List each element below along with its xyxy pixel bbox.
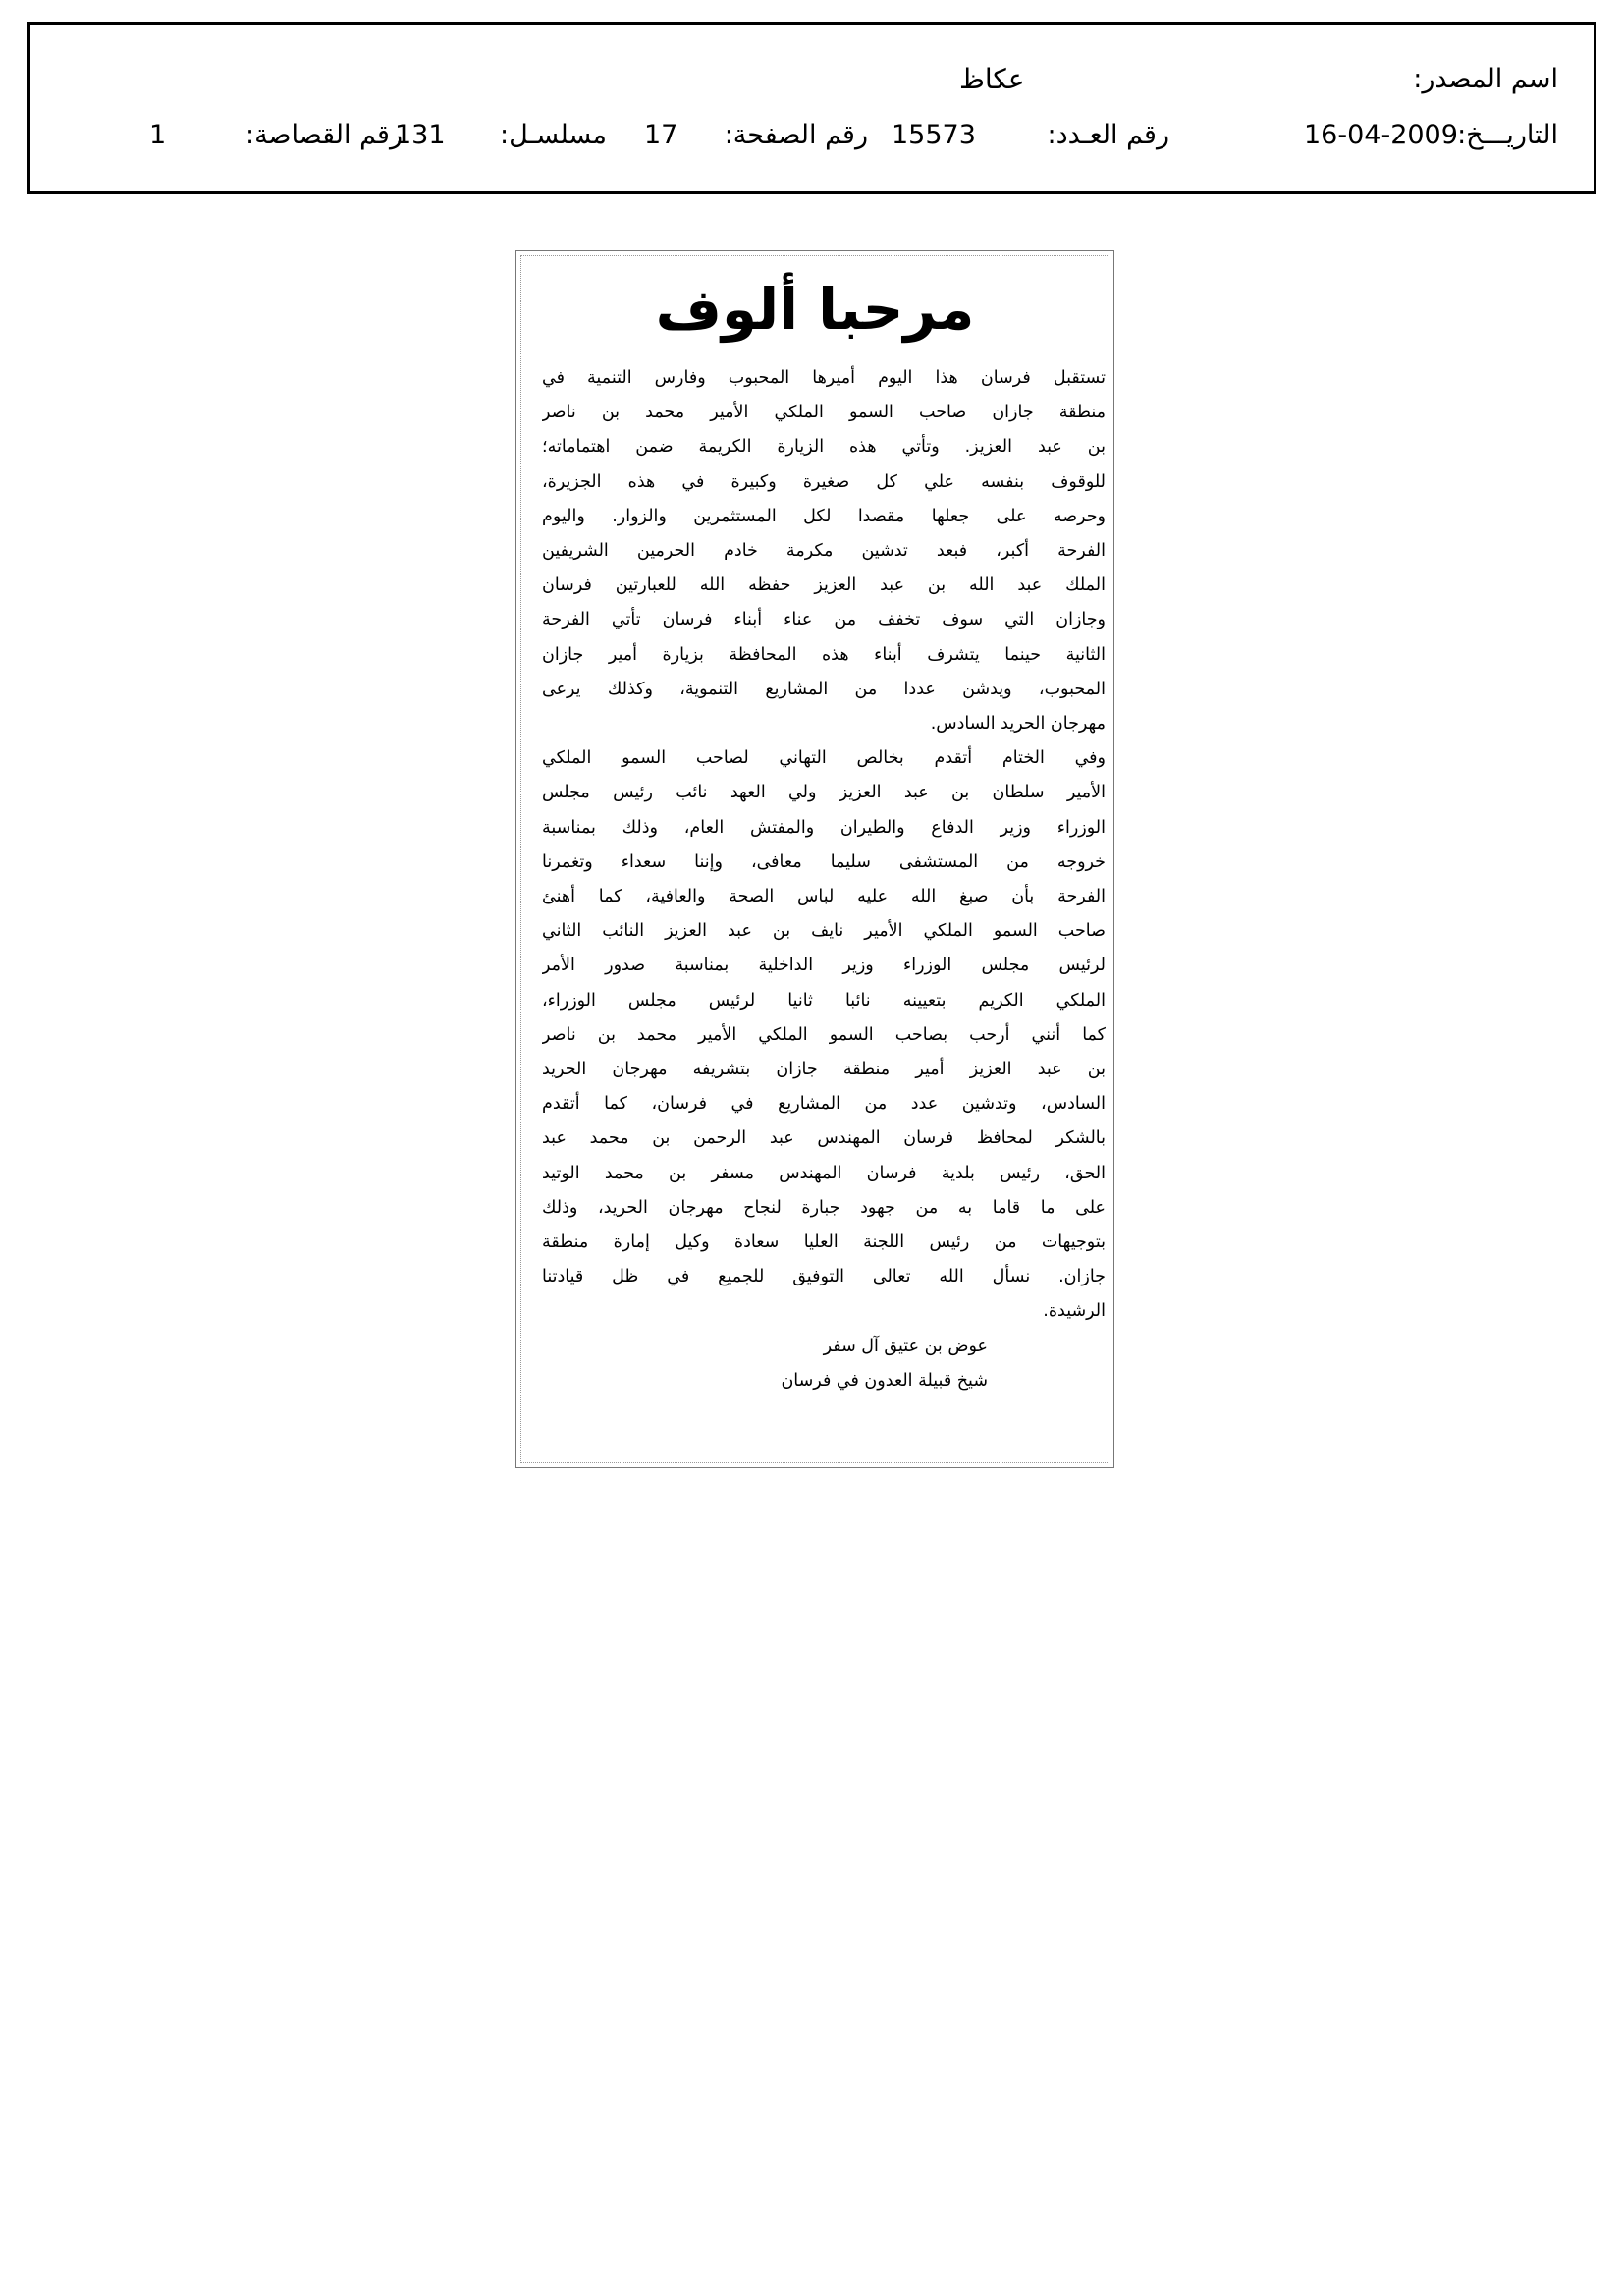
clipping-metadata-header (27, 22, 1596, 194)
article-line: الملكي الكريم بتعيينه نائبا ثانيا لرئيس مجلس الوزراء، (542, 990, 1106, 1011)
article-paragraph-1 (542, 361, 1106, 741)
article-line: الحق، رئيس بلدية فرسان المهندس مسفر بن محمد الوتيد (542, 1163, 1106, 1183)
article-line: الوزراء وزير الدفاع والطيران والمفتش العام، وذلك بمناسبة (542, 817, 1106, 838)
source-label: اسم المصدر: (1413, 64, 1558, 94)
serial-label: مسلسـل: (499, 120, 607, 150)
article-line: الملك عبد الله بن عبد العزيز حفظه الله للعبارتين فرسان (542, 575, 1106, 596)
serial-value: 131 (395, 120, 446, 150)
article-line: بن عبد العزيز. وتأتي هذه الزيارة الكريمة ضمن اهتماماته؛ (542, 437, 1106, 458)
article-line: وفي الختام أتقدم بخالص التهاني لصاحب السمو الملكي (542, 748, 1106, 769)
article-line: جازان. نسأل الله تعالى التوفيق للجميع في ظل قيادتنا (542, 1267, 1106, 1287)
article-line: وحرصه على جعلها مقصدا لكل المستثمرين والزوار. واليوم (542, 506, 1106, 526)
article-line: تستقبل فرسان هذا اليوم أميرها المحبوب وفارس التنمية في (542, 368, 1106, 388)
issue-number-value: 15573 (892, 120, 976, 150)
article-line: لرئيس مجلس الوزراء وزير الداخلية بمناسبة صدور الأمر (542, 956, 1106, 976)
clipping-number-value: 1 (149, 120, 167, 150)
article-line: السادس، وتدشين عدد من المشاريع في فرسان، كما أتقدم (542, 1094, 1106, 1115)
article-line: المحبوب، ويدشن عددا من المشاريع التنموية، وكذلك يرعى (542, 679, 1106, 699)
article-line: الرشيدة. (1043, 1301, 1106, 1322)
date-value: 16-04-2009 (1304, 120, 1458, 150)
article-line: وجازان التي سوف تخفف من عناء أبناء فرسان تأتي الفرحة (542, 610, 1106, 630)
article-body (542, 361, 1106, 1398)
article-line: منطقة جازان صاحب السمو الملكي الأمير محمد بن ناصر (542, 403, 1106, 423)
article-headline: مرحبا ألوف (655, 276, 975, 343)
issue-number-label: رقم العـدد: (1047, 120, 1169, 150)
article-line: بالشكر لمحافظ فرسان المهندس عبد الرحمن بن محمد عبد (542, 1128, 1106, 1149)
article-line: الفرحة بأن صبغ الله عليه لباس الصحة والعافية، كما أهنئ (542, 887, 1106, 907)
article-line: الأمير سلطان بن عبد العزيز ولي العهد نائب رئيس مجلس (542, 783, 1106, 803)
article-line: صاحب السمو الملكي الأمير نايف بن عبد العزيز النائب الثاني (542, 921, 1106, 942)
source-value: عكاظ (959, 63, 1025, 95)
article-line: بتوجيهات من رئيس اللجنة العليا سعادة وكيل إمارة منطقة (542, 1232, 1106, 1253)
clipping-number-label: رقم القصاصة: (244, 120, 403, 150)
article-line: للوقوف بنفسه علي كل صغيرة وكبيرة في هذه الجزيرة، (542, 471, 1106, 492)
article-line: على ما قاما به من جهود جبارة لنجاح مهرجان الحريد، وذلك (542, 1197, 1106, 1218)
article-line: مهرجان الحريد السادس. (930, 714, 1106, 735)
signature-name: عوض بن عتيق آل سفر (823, 1336, 988, 1356)
newspaper-clipping (515, 250, 1114, 1468)
article-paragraph-2 (542, 741, 1106, 1329)
article-line: الفرحة أكبر، فبعد تدشين مكرمة خادم الحرمين الشريفين (542, 541, 1106, 562)
page-number-label: رقم الصفحة: (724, 120, 868, 150)
article-line: خروجه من المستشفى سليما معافى، وإننا سعداء وتغمرنا (542, 851, 1106, 872)
article-line: الثانية حينما يتشرف أبناء هذه المحافظة بزيارة أمير جازان (542, 644, 1106, 665)
page-number-value: 17 (644, 120, 678, 150)
date-label: التاريـــخ: (1457, 120, 1558, 150)
signature-title: شيخ قبيلة العدون في فرسان (781, 1370, 988, 1391)
article-line: كما أنني أرحب بصاحب السمو الملكي الأمير محمد بن ناصر (542, 1024, 1106, 1045)
article-line: بن عبد العزيز أمير منطقة جازان بتشريفه مهرجان الحريد (542, 1060, 1106, 1080)
